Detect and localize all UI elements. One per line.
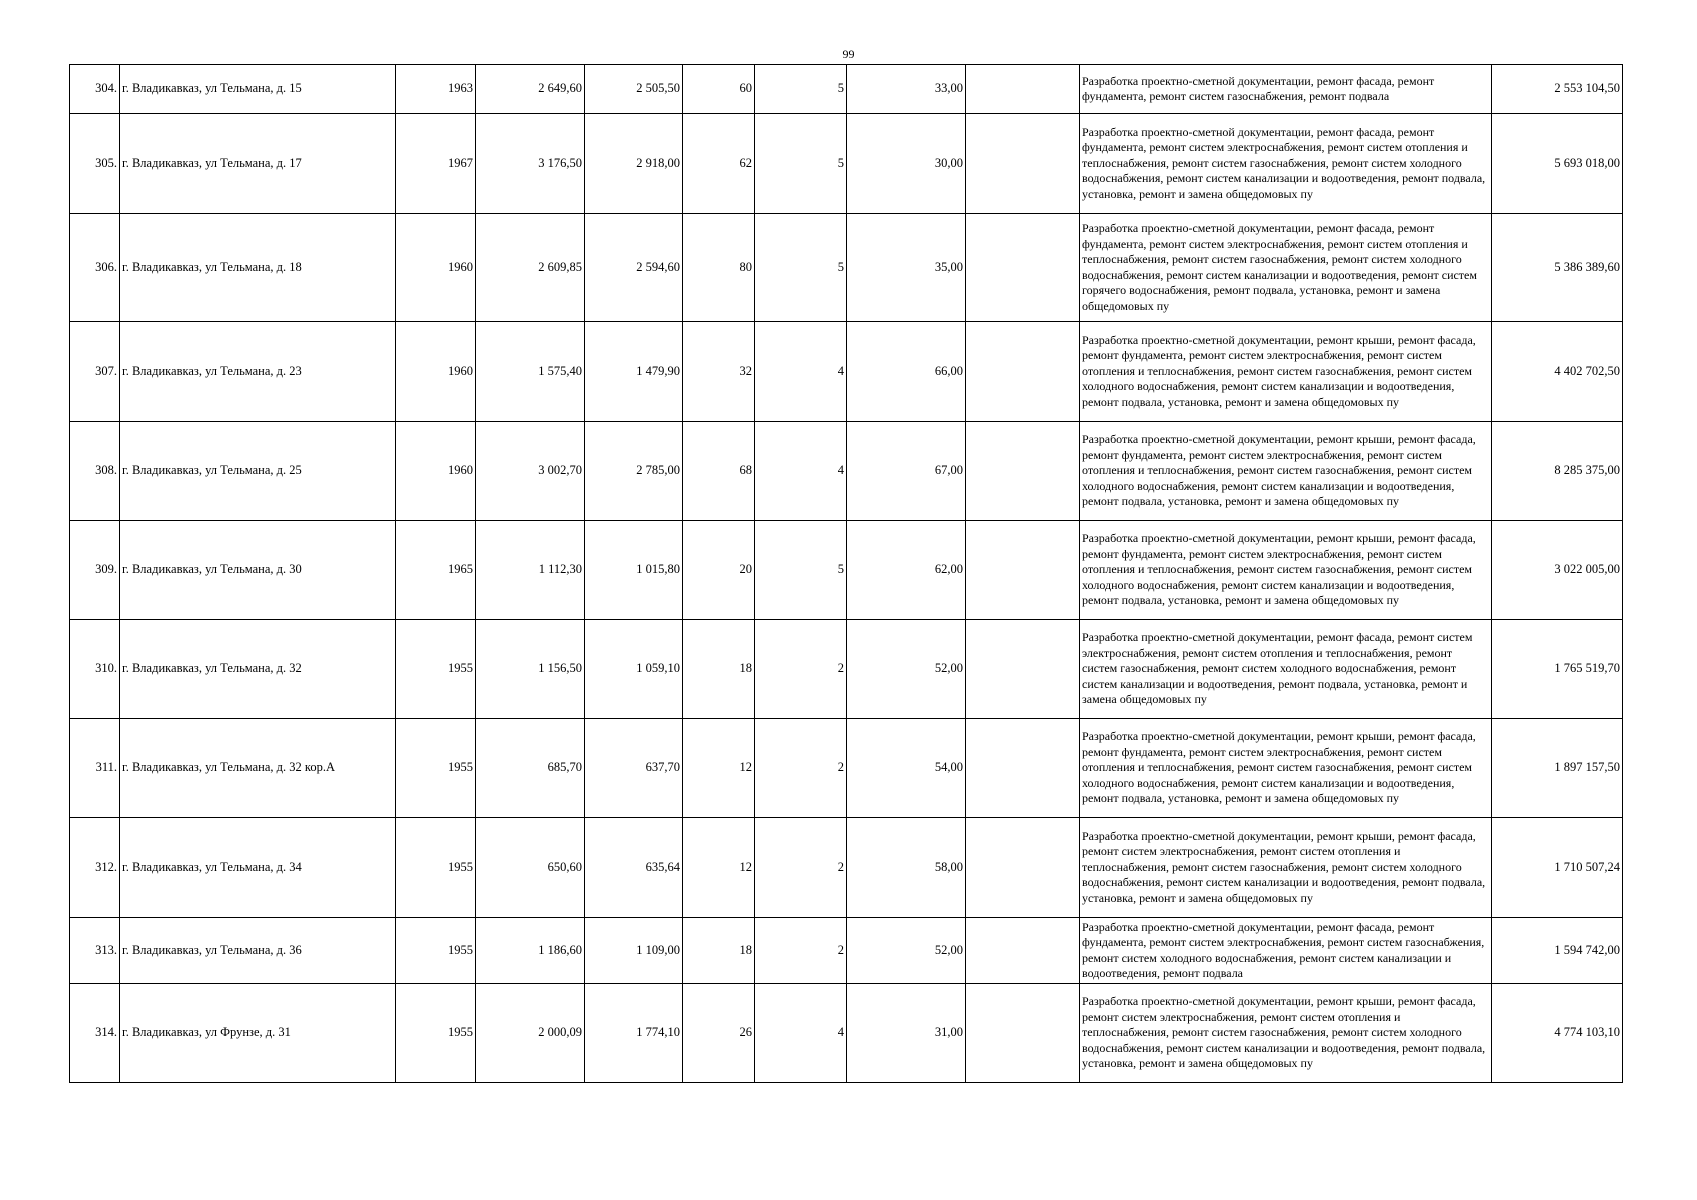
residents-cell: 18 [683,620,755,719]
table-body [70,65,1623,1083]
residents-cell: 62 [683,114,755,214]
wear-cell: 54,00 [847,719,966,818]
address-cell: г. Владикавказ, ул Тельмана, д. 32 кор.А [120,719,396,818]
empty-cell [966,214,1080,322]
row-number: 313. [70,918,120,984]
cost-cell: 5 693 018,00 [1492,114,1623,214]
floors-cell: 5 [755,214,847,322]
residents-cell: 60 [683,65,755,114]
cost-cell: 1 594 742,00 [1492,918,1623,984]
living-area-cell: 1 774,10 [585,984,683,1083]
living-area-cell: 1 015,80 [585,521,683,620]
living-area-cell: 2 594,60 [585,214,683,322]
row-number: 307. [70,322,120,422]
row-number: 314. [70,984,120,1083]
table-row [70,984,1623,1083]
total-area-cell: 2 649,60 [476,65,585,114]
address-cell: г. Владикавказ, ул Тельмана, д. 15 [120,65,396,114]
empty-cell [966,984,1080,1083]
living-area-cell: 1 059,10 [585,620,683,719]
living-area-cell: 637,70 [585,719,683,818]
wear-cell: 31,00 [847,984,966,1083]
wear-cell: 62,00 [847,521,966,620]
cost-cell: 4 774 103,10 [1492,984,1623,1083]
wear-cell: 35,00 [847,214,966,322]
address-cell: г. Владикавказ, ул Тельмана, д. 36 [120,918,396,984]
floors-cell: 5 [755,521,847,620]
year-cell: 1960 [396,422,476,521]
wear-cell: 33,00 [847,65,966,114]
table-row [70,322,1623,422]
floors-cell: 5 [755,65,847,114]
cost-cell: 1 897 157,50 [1492,719,1623,818]
wear-cell: 66,00 [847,322,966,422]
floors-cell: 4 [755,322,847,422]
works-cell: Разработка проектно-сметной документации, ремонт крыши, ремонт фасада, ремонт фундамента, ремонт систем электроснабжения, ремонт систем отопления и теплоснабжения, ремонт систем газоснабжения, ремонт систем холодного водоснабжения, ремонт систем канализации и водоотведения, ремонт подвала, установка, ремонт и замена общедомовых пу [1080,422,1492,521]
year-cell: 1955 [396,818,476,918]
living-area-cell: 2 505,50 [585,65,683,114]
total-area-cell: 1 156,50 [476,620,585,719]
row-number: 309. [70,521,120,620]
address-cell: г. Владикавказ, ул Тельмана, д. 32 [120,620,396,719]
residents-cell: 12 [683,719,755,818]
works-cell: Разработка проектно-сметной документации, ремонт фасада, ремонт систем электроснабжения, ремонт систем отопления и теплоснабжения, ремонт систем газоснабжения, ремонт систем холодного водоснабжения, ремонт систем канализации и водоотведения, ремонт подвала, установка, ремонт и замена общедомовых пу [1080,620,1492,719]
total-area-cell: 685,70 [476,719,585,818]
year-cell: 1955 [396,719,476,818]
floors-cell: 4 [755,984,847,1083]
cost-cell: 3 022 005,00 [1492,521,1623,620]
address-cell: г. Владикавказ, ул Тельмана, д. 18 [120,214,396,322]
residents-cell: 80 [683,214,755,322]
row-number: 311. [70,719,120,818]
wear-cell: 52,00 [847,620,966,719]
address-cell: г. Владикавказ, ул Тельмана, д. 25 [120,422,396,521]
residents-cell: 20 [683,521,755,620]
works-cell: Разработка проектно-сметной документации, ремонт крыши, ремонт фасада, ремонт фундамента, ремонт систем электроснабжения, ремонт систем отопления и теплоснабжения, ремонт систем газоснабжения, ремонт систем холодного водоснабжения, ремонт систем канализации и водоотведения, ремонт подвала, установка, ремонт и замена общедомовых пу [1080,521,1492,620]
wear-cell: 30,00 [847,114,966,214]
total-area-cell: 3 176,50 [476,114,585,214]
empty-cell [966,65,1080,114]
year-cell: 1960 [396,322,476,422]
floors-cell: 5 [755,114,847,214]
floors-cell: 2 [755,918,847,984]
floors-cell: 2 [755,818,847,918]
address-cell: г. Владикавказ, ул Тельмана, д. 30 [120,521,396,620]
wear-cell: 67,00 [847,422,966,521]
table-row [70,918,1623,984]
cost-cell: 1 765 519,70 [1492,620,1623,719]
year-cell: 1967 [396,114,476,214]
cost-cell: 1 710 507,24 [1492,818,1623,918]
table-row [70,214,1623,322]
row-number: 310. [70,620,120,719]
empty-cell [966,422,1080,521]
year-cell: 1965 [396,521,476,620]
table-row [70,521,1623,620]
buildings-table [69,64,1623,1083]
table-row [70,422,1623,521]
works-cell: Разработка проектно-сметной документации, ремонт фасада, ремонт фундамента, ремонт систем газоснабжения, ремонт подвала [1080,65,1492,114]
year-cell: 1955 [396,620,476,719]
works-cell: Разработка проектно-сметной документации, ремонт крыши, ремонт фасада, ремонт фундамента, ремонт систем электроснабжения, ремонт систем отопления и теплоснабжения, ремонт систем газоснабжения, ремонт систем холодного водоснабжения, ремонт систем канализации и водоотведения, ремонт подвала, установка, ремонт и замена общедомовых пу [1080,322,1492,422]
address-cell: г. Владикавказ, ул Тельмана, д. 34 [120,818,396,918]
works-cell: Разработка проектно-сметной документации, ремонт крыши, ремонт фасада, ремонт фундамента, ремонт систем электроснабжения, ремонт систем отопления и теплоснабжения, ремонт систем газоснабжения, ремонт систем холодного водоснабжения, ремонт систем канализации и водоотведения, ремонт подвала, установка, ремонт и замена общедомовых пу [1080,719,1492,818]
works-cell: Разработка проектно-сметной документации, ремонт фасада, ремонт фундамента, ремонт систем электроснабжения, ремонт систем отопления и теплоснабжения, ремонт систем газоснабжения, ремонт систем холодного водоснабжения, ремонт систем канализации и водоотведения, ремонт систем горячего водоснабжения, ремонт подвала, установка, ремонт и замена общедомовых пу [1080,214,1492,322]
empty-cell [966,918,1080,984]
table-row [70,719,1623,818]
works-cell: Разработка проектно-сметной документации, ремонт крыши, ремонт фасада, ремонт систем электроснабжения, ремонт систем отопления и теплоснабжения, ремонт систем газоснабжения, ремонт систем холодного водоснабжения, ремонт систем канализации и водоотведения, ремонт подвала, установка, ремонт и замена общедомовых пу [1080,984,1492,1083]
works-cell: Разработка проектно-сметной документации, ремонт крыши, ремонт фасада, ремонт систем электроснабжения, ремонт систем отопления и теплоснабжения, ремонт систем газоснабжения, ремонт систем холодного водоснабжения, ремонт систем канализации и водоотведения, ремонт подвала, установка, ремонт и замена общедомовых пу [1080,818,1492,918]
table-row [70,620,1623,719]
row-number: 304. [70,65,120,114]
works-cell: Разработка проектно-сметной документации, ремонт фасада, ремонт фундамента, ремонт систем электроснабжения, ремонт систем отопления и теплоснабжения, ремонт систем газоснабжения, ремонт систем холодного водоснабжения, ремонт систем канализации и водоотведения, ремонт подвала, установка, ремонт и замена общедомовых пу [1080,114,1492,214]
total-area-cell: 1 575,40 [476,322,585,422]
total-area-cell: 1 186,60 [476,918,585,984]
wear-cell: 52,00 [847,918,966,984]
empty-cell [966,719,1080,818]
cost-cell: 5 386 389,60 [1492,214,1623,322]
living-area-cell: 1 479,90 [585,322,683,422]
year-cell: 1955 [396,918,476,984]
floors-cell: 2 [755,719,847,818]
row-number: 306. [70,214,120,322]
residents-cell: 26 [683,984,755,1083]
row-number: 305. [70,114,120,214]
cost-cell: 4 402 702,50 [1492,322,1623,422]
wear-cell: 58,00 [847,818,966,918]
table-row [70,818,1623,918]
page-number: 99 [842,47,855,61]
residents-cell: 12 [683,818,755,918]
empty-cell [966,322,1080,422]
row-number: 308. [70,422,120,521]
works-cell: Разработка проектно-сметной документации, ремонт фасада, ремонт фундамента, ремонт систем электроснабжения, ремонт систем газоснабжения, ремонт систем холодного водоснабжения, ремонт систем канализации и водоотведения, ремонт подвала [1080,918,1492,984]
table-row [70,114,1623,214]
residents-cell: 18 [683,918,755,984]
living-area-cell: 1 109,00 [585,918,683,984]
empty-cell [966,818,1080,918]
empty-cell [966,620,1080,719]
address-cell: г. Владикавказ, ул Тельмана, д. 17 [120,114,396,214]
empty-cell [966,114,1080,214]
total-area-cell: 650,60 [476,818,585,918]
row-number: 312. [70,818,120,918]
residents-cell: 32 [683,322,755,422]
year-cell: 1960 [396,214,476,322]
address-cell: г. Владикавказ, ул Фрунзе, д. 31 [120,984,396,1083]
total-area-cell: 2 000,09 [476,984,585,1083]
living-area-cell: 2 918,00 [585,114,683,214]
total-area-cell: 1 112,30 [476,521,585,620]
table-row [70,65,1623,114]
cost-cell: 8 285 375,00 [1492,422,1623,521]
total-area-cell: 3 002,70 [476,422,585,521]
cost-cell: 2 553 104,50 [1492,65,1623,114]
year-cell: 1963 [396,65,476,114]
floors-cell: 4 [755,422,847,521]
residents-cell: 68 [683,422,755,521]
floors-cell: 2 [755,620,847,719]
total-area-cell: 2 609,85 [476,214,585,322]
empty-cell [966,521,1080,620]
living-area-cell: 2 785,00 [585,422,683,521]
year-cell: 1955 [396,984,476,1083]
address-cell: г. Владикавказ, ул Тельмана, д. 23 [120,322,396,422]
living-area-cell: 635,64 [585,818,683,918]
